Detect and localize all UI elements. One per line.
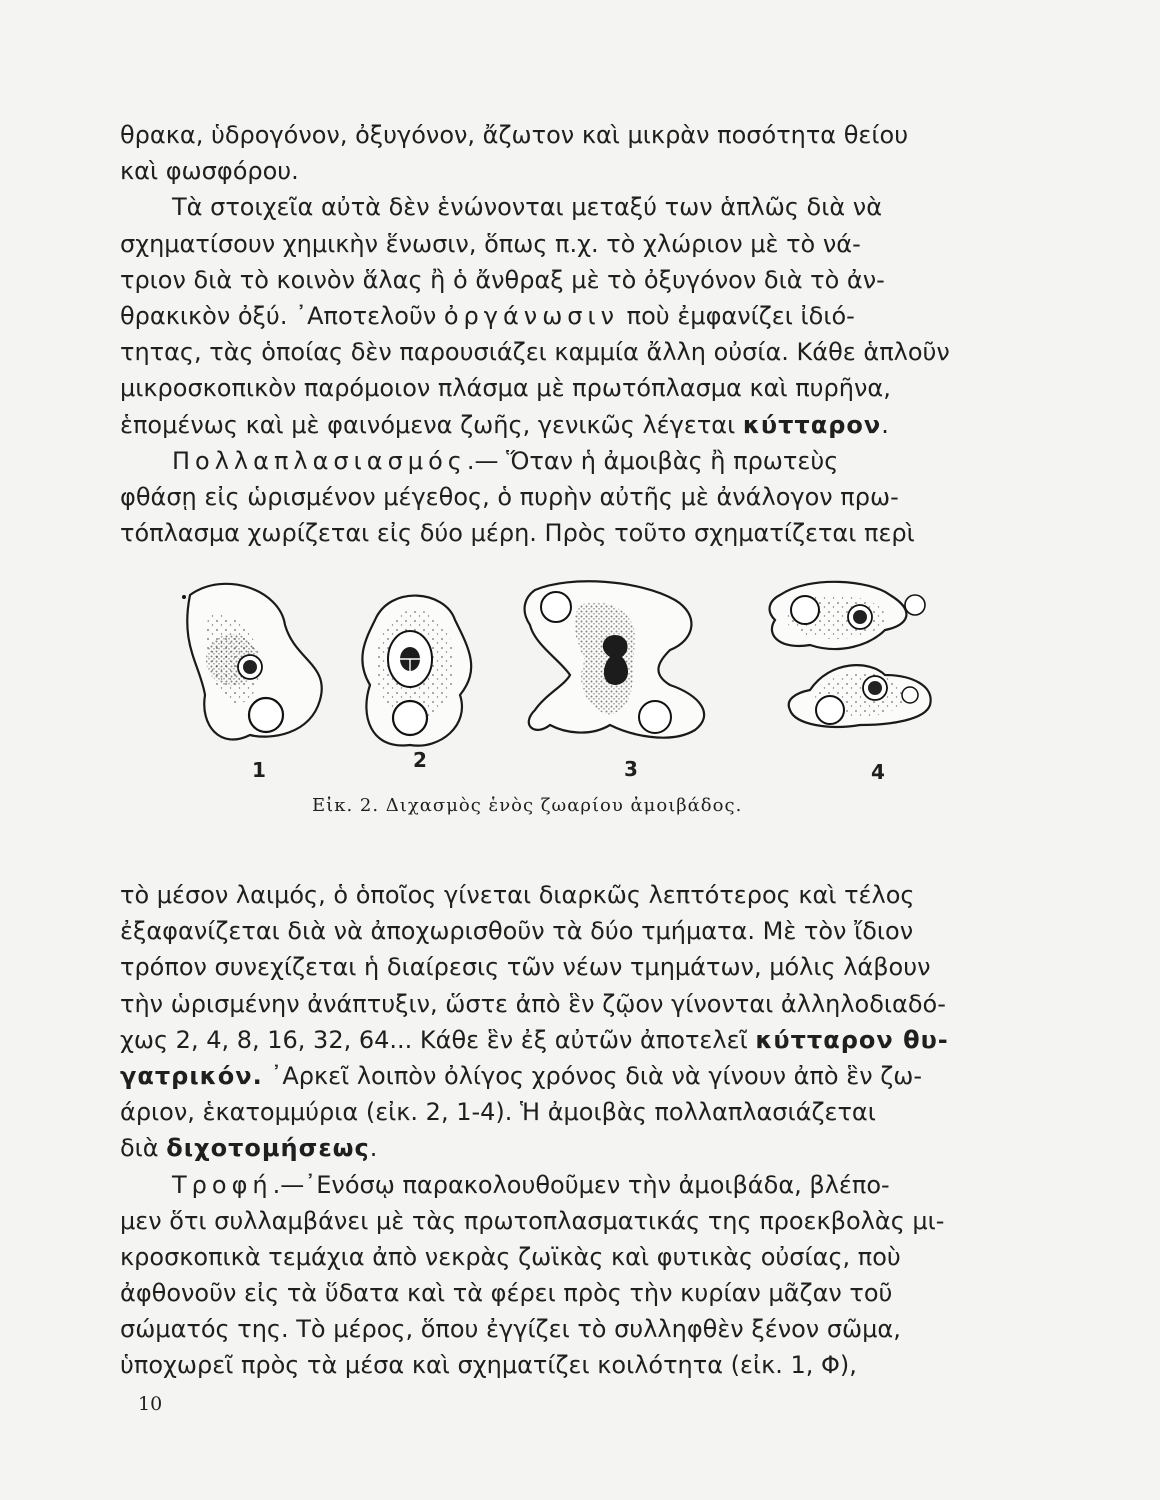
- amoeba-stage-4: [770, 582, 931, 727]
- amoeba-division-figure: [170, 565, 970, 780]
- text-line: ἐξαφανίζεται διὰ νὰ ἀποχωρισθοῦν τὰ δύο τμήματα. Μὲ τὸν ἴδιον: [120, 917, 914, 946]
- section-heading: Πολλαπλασιασμός: [172, 446, 467, 475]
- text-fragment: .— Ὅταν ἡ ἀμοιβὰς ἢ πρωτεὺς: [466, 446, 839, 475]
- text-fragment: .: [369, 1134, 378, 1163]
- amoeba-stage-1: [182, 584, 322, 740]
- text-line: [120, 407, 1060, 443]
- text-fragment: διὰ: [120, 1134, 167, 1163]
- figure-label-3: 3: [624, 757, 638, 781]
- text-line: [120, 1022, 1060, 1058]
- text-fragment: θρακικὸν ὀξύ. ᾿Αποτελοῦν: [120, 301, 444, 330]
- text-line: κροσκοπικὰ τεμάχια ἀπὸ νεκρὰς ζωϊκὰς καὶ φυτικὰς οὐσίας, ποὺ: [120, 1242, 901, 1271]
- bold-term: διχοτομήσεως: [166, 1134, 370, 1163]
- text-fragment: .: [881, 410, 889, 439]
- figure-caption: Εἰκ. 2. Διχασμὸς ἑνὸς ζωαρίου ἀμοιβάδος.: [312, 795, 743, 816]
- text-line: [120, 1130, 1060, 1166]
- text-line: μικροσκοπικὸν παρόμοιον πλάσμα μὲ πρωτόπλασμα καὶ πυρῆνα,: [120, 374, 891, 403]
- text-fragment: ποὺ ἐμφανίζει ἰδιό-: [619, 301, 855, 330]
- text-line: τὴν ὡρισμένην ἀνάπτυξιν, ὥστε ἀπὸ ἓν ζῷον γίνονται ἀλληλοδιαδό-: [120, 989, 946, 1018]
- bold-term: κύτταρον: [742, 410, 882, 439]
- text-line: θρακα, ὑδρογόνον, ὀξυγόνον, ἄζωτον καὶ μικρὰν ποσότητα θείου: [120, 121, 909, 149]
- bold-term: γατρικόν.: [120, 1061, 263, 1090]
- text-line: τητας, τὰς ὁποίας δὲν παρουσιάζει καμμία ἄλλη οὐσία. Κάθε ἁπλοῦν: [120, 338, 950, 367]
- text-line: μεν ὅτι συλλαμβάνει μὲ τὰς πρωτοπλασματικάς της προεκβολὰς μι-: [120, 1206, 945, 1235]
- text-fragment: ᾿Αρκεῖ λοιπὸν ὀλίγος χρόνος διὰ νὰ γίνουν ἀπὸ ἓν ζω-: [262, 1061, 923, 1090]
- text-fragment: .—᾿Ενόσῳ παρακολουθοῦμεν τὴν ἀμοιβάδα, βλέπο-: [272, 1170, 890, 1199]
- text-line: [120, 443, 1060, 479]
- text-line: φθάσῃ εἰς ὡρισμένον μέγεθος, ὁ πυρὴν αὐτῆς μὲ ἀνάλογον πρω-: [120, 482, 899, 511]
- spaced-term: ὀργάνωσιν: [443, 301, 620, 330]
- text-line: ὑποχωρεῖ πρὸς τὰ μέσα καὶ σχηματίζει κοιλότητα (εἰκ. 1, Φ),: [120, 1351, 857, 1380]
- text-line: [120, 1167, 1060, 1203]
- text-fragment: ἑπομένως καὶ μὲ φαινόμενα ζωῆς, γενικῶς λέγεται: [120, 410, 743, 439]
- figure-label-1: 1: [252, 758, 266, 782]
- text-line: άριον, ἑκατομμύρια (εἰκ. 2, 1-4). Ἡ ἀμοιβὰς πολλαπλασιάζεται: [120, 1098, 876, 1127]
- amoeba-stage-2: [362, 596, 471, 746]
- amoeba-stage-3: [525, 581, 705, 737]
- text-line: τὸ μέσον λαιμός, ὁ ὁποῖος γίνεται διαρκῶς λεπτότερος καὶ τέλος: [120, 881, 915, 909]
- text-line: [120, 298, 1060, 334]
- text-line: Τὰ στοιχεῖα αὐτὰ δὲν ἑνώνονται μεταξύ των ἁπλῶς διὰ νὰ: [172, 193, 883, 222]
- text-block-top: [120, 117, 1060, 551]
- text-line: σχηματίσουν χημικὴν ἕνωσιν, ὅπως π.χ. τὸ χλώριον μὲ τὸ νά-: [120, 229, 861, 258]
- figure-label-2: 2: [413, 748, 427, 772]
- text-line: τρόπον συνεχίζεται ἡ διαίρεσις τῶν νέων τμημάτων, μόλις λάβουν: [120, 953, 931, 982]
- text-line: [120, 1058, 1060, 1094]
- text-line: ἀφθονοῦν εἰς τὰ ὕδατα καὶ τὰ φέρει πρὸς τὴν κυρίαν μᾶζαν τοῦ: [120, 1279, 893, 1308]
- bold-term: κύτταρον θυ-: [755, 1025, 949, 1054]
- figure-label-4: 4: [871, 760, 885, 784]
- text-line: καὶ φωσφόρου.: [120, 157, 299, 186]
- text-line: τριον διὰ τὸ κοινὸν ἅλας ἢ ὁ ἄνθραξ μὲ τὸ ὀξυγόνον διὰ τὸ ἀν-: [120, 265, 885, 294]
- text-block-bottom: [120, 877, 1060, 1384]
- section-heading: Τροφή: [172, 1170, 273, 1199]
- text-line: τόπλασμα χωρίζεται εἰς δύο μέρη. Πρὸς τοῦτο σχηματίζεται περὶ: [120, 519, 915, 548]
- text-line: σώματός της. Τὸ μέρος, ὅπου ἐγγίζει τὸ συλληφθὲν ξένον σῶμα,: [120, 1315, 901, 1344]
- page-number: 10: [138, 1393, 163, 1415]
- text-fragment: χως 2, 4, 8, 16, 32, 64... Κάθε ἓν ἐξ αὐτῶν ἀποτελεῖ: [120, 1025, 756, 1054]
